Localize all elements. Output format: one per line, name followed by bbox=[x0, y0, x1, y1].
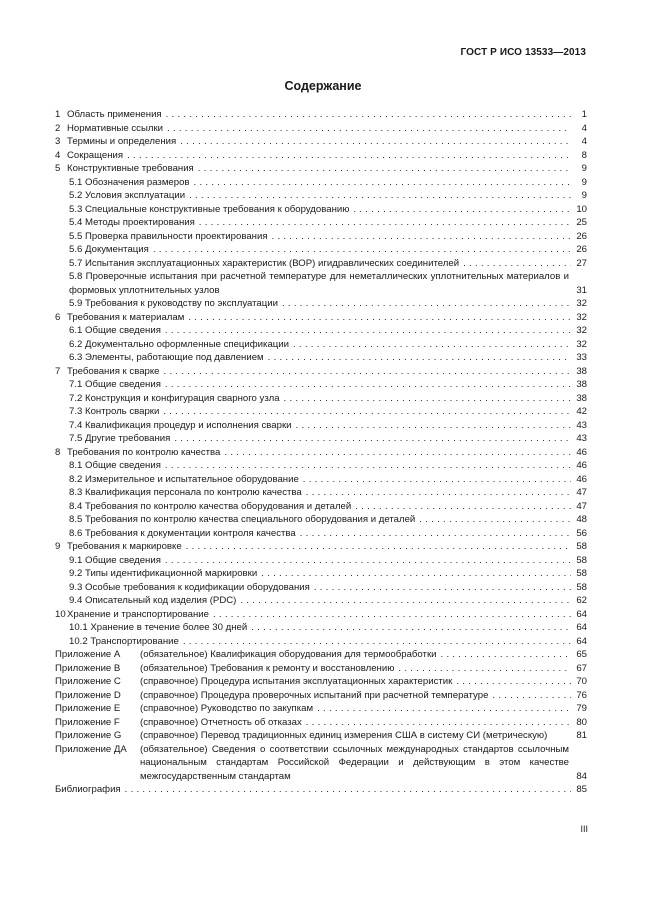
toc-entry[interactable] bbox=[55, 567, 587, 581]
toc-entry-title: 9.1 Общие сведения . . . bbox=[69, 554, 571, 568]
toc-entry[interactable] bbox=[55, 297, 587, 311]
toc-entry-title: Требования к маркировке . . . bbox=[67, 540, 571, 554]
toc-entry-title: 5.8 Проверочные испытания при расчетной температуре для неметаллических уплотнительных материалов и формовых уплотнительных узлов bbox=[69, 271, 569, 296]
appendix-entry[interactable] bbox=[55, 662, 587, 676]
toc-entry-page: 46 bbox=[576, 473, 587, 485]
toc-entry-title: 6.2 Документально оформленные спецификации . . . bbox=[69, 338, 571, 352]
toc-entry-number: 3 bbox=[55, 136, 61, 147]
toc-entry-title: Требования к материалам . . . bbox=[67, 311, 571, 325]
toc-entry-title: 9.3 Особые требования к кодификации оборудования . . . bbox=[69, 581, 571, 595]
toc-entry-page: 81 bbox=[576, 730, 587, 741]
toc-entry-title: 8.5 Требования по контролю качества специального оборудования и деталей . . . bbox=[69, 513, 571, 527]
toc-entry-page: 26 bbox=[576, 244, 587, 255]
appendix-title: (справочное) Процедура испытания эксплуатационных характеристик . . . bbox=[140, 675, 571, 689]
appendix-label: Приложение D bbox=[55, 689, 121, 701]
toc-entry-title: 7.4 Квалификация процедур и исполнения сварки . . . bbox=[69, 419, 571, 433]
toc-entry-page: 32 bbox=[576, 338, 587, 350]
toc-entry[interactable] bbox=[55, 365, 587, 379]
toc-entry-title: Термины и определения . . . bbox=[67, 135, 571, 149]
toc-entry-number: 9 bbox=[55, 541, 61, 552]
toc-entry[interactable] bbox=[55, 311, 587, 325]
toc-entry[interactable] bbox=[55, 108, 587, 122]
toc-entry-page: 9 bbox=[581, 163, 587, 174]
toc-entry-title: Нормативные ссылки . . . bbox=[67, 122, 571, 136]
toc-entry-title: 6.3 Элементы, работающие под давлением . . . bbox=[69, 351, 571, 365]
toc-entry[interactable] bbox=[55, 135, 587, 149]
toc-entry-title: 5.2 Условия эксплуатации . . . bbox=[69, 189, 571, 203]
toc-entry-title: Область применения . . . bbox=[67, 108, 571, 122]
toc-entry[interactable] bbox=[55, 405, 587, 419]
bibliography-entry[interactable] bbox=[55, 783, 587, 797]
toc-entry[interactable] bbox=[55, 189, 587, 203]
appendix-label: Приложение А bbox=[55, 649, 121, 660]
toc-entry[interactable] bbox=[55, 216, 587, 230]
toc-entry[interactable] bbox=[55, 419, 587, 433]
toc-entry[interactable] bbox=[55, 554, 587, 568]
toc-entry-page: 47 bbox=[576, 487, 587, 498]
appendix-title: (справочное) Отчетность об отказах . . . bbox=[140, 716, 571, 730]
toc-entry-title: 9.2 Типы идентификационной маркировки . . . bbox=[69, 567, 571, 581]
toc-entry-title: 8.4 Требования по контролю качества оборудования и деталей . . . bbox=[69, 500, 571, 514]
toc-entry-page: 27 bbox=[576, 257, 587, 269]
toc-entry-page: 38 bbox=[576, 379, 587, 390]
toc-entry-title: 5.1 Обозначения размеров . . . bbox=[69, 176, 571, 190]
appendix-title: (обязательное) Требования к ремонту и восстановлению . . . bbox=[140, 662, 571, 676]
toc-entry-page: 56 bbox=[576, 527, 587, 539]
toc-entry-page: 58 bbox=[576, 554, 587, 566]
toc-entry[interactable] bbox=[55, 338, 587, 352]
appendix-label: Приложение В bbox=[55, 662, 121, 674]
toc-entry[interactable] bbox=[55, 351, 587, 365]
toc-entry-page: 38 bbox=[576, 392, 587, 404]
appendix-entry[interactable] bbox=[55, 716, 587, 730]
toc-entry-title: 8.3 Квалификация персонала по контролю качества . . . bbox=[69, 486, 571, 500]
toc-entry-title: Требования к сварке . . . bbox=[67, 365, 571, 379]
toc-entry[interactable] bbox=[55, 513, 587, 527]
toc-entry[interactable] bbox=[55, 230, 587, 244]
appendix-label: Приложение Е bbox=[55, 703, 121, 714]
toc-entry-title: (обязательное) Сведения о соответствии ссылочных международных стандартов ссылочным национальным стандартам Российской Федерации и действующим в этом качестве межгосударственным стандартам bbox=[140, 743, 569, 782]
toc-entry-page: 80 bbox=[576, 716, 587, 728]
toc-entry-number: 4 bbox=[55, 149, 61, 161]
toc-entry-title: 5.3 Специальные конструктивные требования к оборудованию . . . bbox=[69, 203, 571, 217]
toc-entry-page: 58 bbox=[576, 568, 587, 579]
bibliography-title: Библиография . . . bbox=[55, 783, 571, 797]
toc-entry-title: 7.1 Общие сведения . . . bbox=[69, 378, 571, 392]
toc-entry-number: 5 bbox=[55, 163, 61, 174]
toc-entry-page: 76 bbox=[576, 689, 587, 701]
toc-entry[interactable] bbox=[55, 257, 587, 271]
toc-entry-page: 25 bbox=[576, 217, 587, 228]
toc-entry[interactable] bbox=[55, 324, 587, 338]
toc-entry-title: 7.5 Другие требования . . . bbox=[69, 432, 571, 446]
toc-title: Содержание bbox=[284, 79, 362, 93]
toc-entry-title: 6.1 Общие сведения . . . bbox=[69, 324, 571, 338]
toc-entry[interactable] bbox=[55, 149, 587, 163]
toc-entry-title: 7.3 Контроль сварки . . . bbox=[69, 405, 571, 419]
toc-entry-title: 7.2 Конструкция и конфигурация сварного узла . . . bbox=[69, 392, 571, 406]
toc-entry[interactable] bbox=[55, 540, 587, 554]
toc-entry-title: 5.7 Испытания эксплуатационных характеристик (ВОР) игидравлических соединителей . . . bbox=[69, 257, 571, 271]
toc-entry[interactable] bbox=[55, 162, 587, 176]
toc-entry-title: 8.2 Измерительное и испытательное оборудование . . . bbox=[69, 473, 571, 487]
appendix-label: Приложение F bbox=[55, 716, 120, 728]
toc-entry-number: 8 bbox=[55, 446, 61, 458]
toc-entry[interactable] bbox=[55, 459, 587, 473]
toc-entry[interactable] bbox=[55, 500, 587, 514]
toc-entry-page: 48 bbox=[576, 514, 587, 525]
toc-entry-title: 5.9 Требования к руководству по эксплуатации . . . bbox=[69, 297, 571, 311]
toc-entry-page: 79 bbox=[576, 703, 587, 714]
toc-entry-page: 84 bbox=[576, 770, 587, 782]
page-number: III bbox=[580, 824, 588, 834]
toc-entry-title: 5.4 Методы проектирования . . . bbox=[69, 216, 571, 230]
toc-entry-page: 31 bbox=[576, 284, 587, 296]
toc-entry-page: 43 bbox=[576, 433, 587, 444]
toc-entry-title: 5.5 Проверка правильности проектирования . . . bbox=[69, 230, 571, 244]
appendix-entry[interactable] bbox=[55, 702, 587, 716]
toc-entry-page: 46 bbox=[576, 446, 587, 458]
appendix-title: (обязательное) Квалификация оборудования для термообработки . . . bbox=[140, 648, 571, 662]
toc-entry[interactable] bbox=[55, 486, 587, 500]
toc-entry-page: 58 bbox=[576, 541, 587, 552]
toc-entry-page: 85 bbox=[576, 784, 587, 795]
toc-entry-number: 7 bbox=[55, 365, 61, 377]
toc-entry-page: 64 bbox=[576, 635, 587, 647]
toc-entry-number: 1 bbox=[55, 109, 61, 120]
toc-entry[interactable] bbox=[55, 729, 587, 743]
toc-entry-page: 32 bbox=[576, 298, 587, 309]
toc-entry-page: 43 bbox=[576, 419, 587, 431]
table-of-contents bbox=[55, 108, 587, 797]
toc-entry-title: (справочное) Перевод традиционных единиц измерения США в систему СИ (метрическую) bbox=[140, 730, 548, 741]
toc-entry-page: 9 bbox=[581, 190, 587, 201]
toc-entry-page: 8 bbox=[581, 149, 587, 161]
toc-entry[interactable] bbox=[55, 621, 587, 635]
toc-entry-title: Сокращения . . . bbox=[67, 149, 571, 163]
toc-entry[interactable] bbox=[55, 743, 587, 784]
appendix-title: (справочное) Процедура проверочных испытаний при расчетной температуре . . . bbox=[140, 689, 571, 703]
toc-entry[interactable] bbox=[55, 608, 587, 622]
toc-entry-title: Требования по контролю качества . . . bbox=[67, 446, 571, 460]
toc-entry-page: 38 bbox=[576, 365, 587, 377]
document-header: ГОСТ Р ИСО 13533—2013 bbox=[460, 47, 586, 58]
toc-entry[interactable] bbox=[55, 527, 587, 541]
toc-entry-page: 10 bbox=[576, 203, 587, 215]
toc-entry-page: 4 bbox=[581, 122, 587, 134]
toc-entry[interactable] bbox=[55, 594, 587, 608]
appendix-label: Приложение ДА bbox=[55, 743, 127, 755]
toc-entry-page: 67 bbox=[576, 662, 587, 674]
toc-entry-page: 58 bbox=[576, 581, 587, 593]
toc-entry-page: 32 bbox=[576, 325, 587, 336]
toc-entry-title: 10.2 Транспортирование . . . bbox=[69, 635, 571, 649]
toc-entry-page: 1 bbox=[581, 109, 587, 120]
toc-entry-page: 32 bbox=[576, 311, 587, 323]
toc-entry-title: 10.1 Хранение в течение более 30 дней . . . bbox=[69, 621, 571, 635]
toc-entry[interactable] bbox=[55, 473, 587, 487]
toc-entry[interactable] bbox=[55, 203, 587, 217]
appendix-label: Приложение С bbox=[55, 676, 121, 687]
toc-entry[interactable] bbox=[55, 581, 587, 595]
toc-entry[interactable] bbox=[55, 446, 587, 460]
toc-entry[interactable] bbox=[55, 270, 587, 297]
toc-entry-title: 9.4 Описательный код изделия (PDC) . . . bbox=[69, 594, 571, 608]
appendix-entry[interactable] bbox=[55, 675, 587, 689]
toc-entry-number: 6 bbox=[55, 311, 61, 323]
toc-entry-page: 64 bbox=[576, 622, 587, 633]
toc-entry-page: 46 bbox=[576, 460, 587, 471]
toc-entry-page: 4 bbox=[581, 136, 587, 147]
toc-entry[interactable] bbox=[55, 176, 587, 190]
toc-entry-title: Хранение и транспортирование . . . bbox=[67, 608, 571, 622]
toc-entry-number: 10 bbox=[55, 608, 66, 620]
toc-entry[interactable] bbox=[55, 378, 587, 392]
toc-entry[interactable] bbox=[55, 122, 587, 136]
toc-entry-page: 26 bbox=[576, 230, 587, 242]
toc-entry[interactable] bbox=[55, 243, 587, 257]
appendix-title: (справочное) Руководство по закупкам . . . bbox=[140, 702, 571, 716]
toc-entry-page: 47 bbox=[576, 500, 587, 512]
appendix-entry[interactable] bbox=[55, 689, 587, 703]
toc-entry[interactable] bbox=[55, 432, 587, 446]
appendix-entry[interactable] bbox=[55, 648, 587, 662]
toc-entry[interactable] bbox=[55, 392, 587, 406]
toc-entry-page: 62 bbox=[576, 595, 587, 606]
toc-entry-number: 2 bbox=[55, 122, 61, 134]
toc-entry-page: 42 bbox=[576, 406, 587, 417]
toc-entry-title: Конструктивные требования . . . bbox=[67, 162, 571, 176]
toc-entry-page: 70 bbox=[576, 676, 587, 687]
toc-entry-page: 33 bbox=[576, 352, 587, 363]
appendix-label: Приложение G bbox=[55, 730, 122, 741]
toc-entry-page: 64 bbox=[576, 608, 587, 620]
toc-entry[interactable] bbox=[55, 635, 587, 649]
toc-entry-title: 8.1 Общие сведения . . . bbox=[69, 459, 571, 473]
toc-entry-page: 65 bbox=[576, 649, 587, 660]
toc-entry-page: 9 bbox=[581, 176, 587, 188]
toc-entry-title: 8.6 Требования к документации контроля качества . . . bbox=[69, 527, 571, 541]
toc-entry-title: 5.6 Документация . . . bbox=[69, 243, 571, 257]
